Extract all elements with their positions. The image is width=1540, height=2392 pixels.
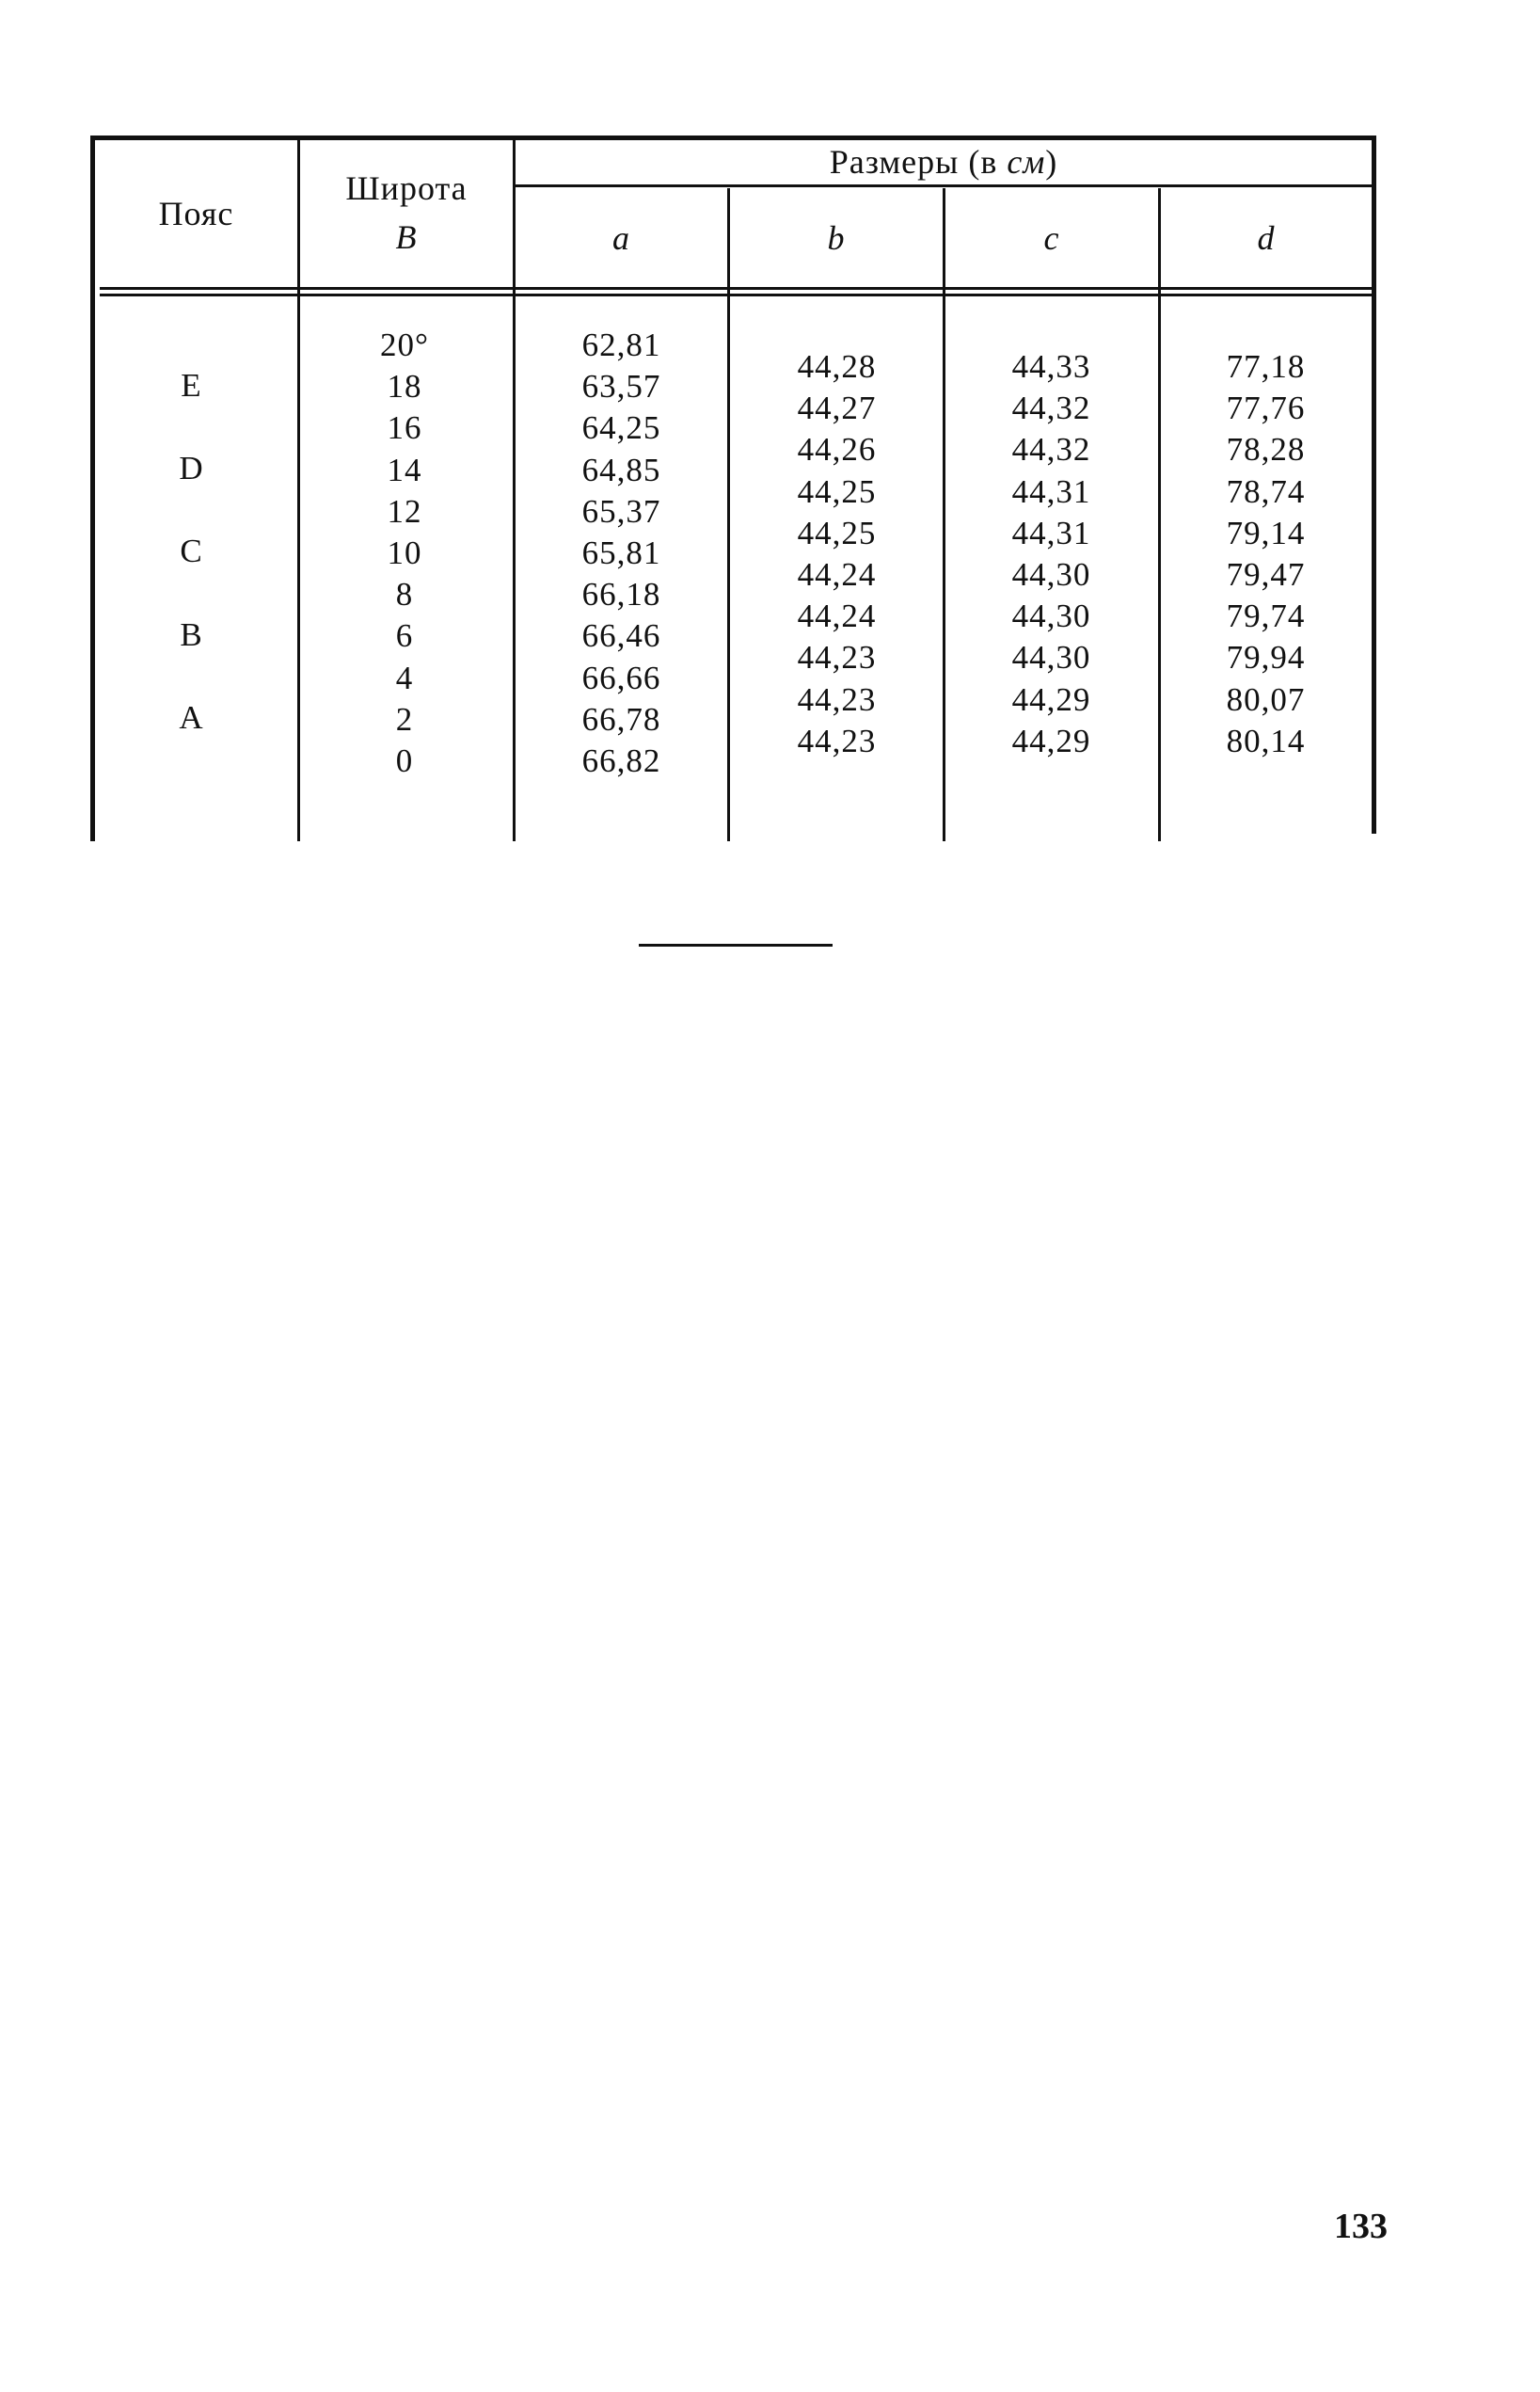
zone-label: C	[180, 533, 202, 569]
value-d-cell: 80,14	[1226, 722, 1306, 759]
header-double-rule-bottom	[100, 294, 1372, 296]
value-c-cell: 44,30	[1011, 598, 1091, 635]
header-col-a: a	[612, 219, 630, 257]
value-c-cell: 44,30	[1011, 555, 1091, 593]
latitude-cell: 10	[387, 534, 422, 571]
value-b-cell: 44,23	[797, 680, 877, 718]
header-col-c: c	[1043, 219, 1060, 257]
value-b-cell: 44,24	[797, 555, 877, 593]
value-d-cell: 79,94	[1226, 639, 1306, 677]
value-c-cell: 44,30	[1011, 639, 1091, 677]
table-top-border	[90, 136, 1376, 140]
latitude-cell: 4	[395, 659, 414, 696]
value-c-cell: 44,29	[1011, 722, 1091, 759]
value-b-cell: 44,23	[797, 639, 877, 677]
value-d-cell: 77,18	[1226, 348, 1306, 385]
value-a-cell: 64,25	[581, 409, 661, 447]
value-c-cell: 44,31	[1011, 514, 1091, 551]
value-a-cell: 66,46	[581, 617, 661, 655]
column-d	[1198, 346, 1334, 762]
latitude-cell: 20°	[380, 327, 429, 363]
header-sizes-unit: см	[1007, 143, 1046, 181]
latitude-cell: 12	[387, 492, 422, 530]
value-c-cell: 44,29	[1011, 680, 1091, 718]
table-right-border	[1372, 136, 1376, 834]
zone-label: B	[180, 616, 202, 653]
page-number: 133	[1334, 2207, 1388, 2246]
latitude-cell: 8	[395, 576, 414, 614]
latitude-column	[357, 325, 452, 782]
value-b-cell: 44,26	[797, 431, 877, 469]
value-d-cell: 80,07	[1226, 680, 1306, 718]
latitude-cell: 2	[395, 700, 414, 738]
header-sizes	[516, 143, 1372, 181]
latitude-cell: 0	[395, 742, 414, 779]
column-a	[553, 325, 690, 782]
column-b	[769, 346, 905, 762]
value-a-cell: 66,18	[581, 576, 661, 614]
value-d-cell: 78,28	[1226, 431, 1306, 469]
value-a-cell: 65,81	[581, 534, 661, 571]
value-d-cell: 79,74	[1226, 598, 1306, 635]
zone-label: D	[179, 450, 203, 486]
value-d-cell: 79,14	[1226, 514, 1306, 551]
value-c-cell: 44,32	[1011, 431, 1091, 469]
value-c-cell: 44,31	[1011, 472, 1091, 510]
section-end-rule	[639, 944, 833, 947]
value-a-cell: 62,81	[581, 327, 661, 363]
value-a-cell: 66,78	[581, 700, 661, 738]
header-zone: Пояс	[158, 195, 234, 232]
table-left-border	[90, 136, 95, 841]
value-a-cell: 64,85	[581, 451, 661, 488]
column-c	[983, 346, 1119, 762]
value-c-cell: 44,33	[1011, 348, 1091, 385]
value-a-cell: 66,66	[581, 659, 661, 696]
value-d-cell: 78,74	[1226, 472, 1306, 510]
value-d-cell: 79,47	[1226, 555, 1306, 593]
latitude-cell: 14	[387, 451, 422, 488]
value-b-cell: 44,25	[797, 514, 877, 551]
latitude-cell: 16	[387, 409, 422, 447]
value-a-cell: 63,57	[581, 368, 661, 406]
value-b-cell: 44,24	[797, 598, 877, 635]
value-b-cell: 44,27	[797, 390, 877, 427]
value-a-cell: 65,37	[581, 492, 661, 530]
header-sizes-suffix: )	[1045, 143, 1058, 181]
value-b-cell: 44,28	[797, 348, 877, 385]
latitude-cell: 18	[387, 368, 422, 406]
header-col-b: b	[827, 219, 846, 257]
value-b-cell: 44,25	[797, 472, 877, 510]
zone-label: A	[179, 699, 203, 736]
header-sizes-prefix: Размеры (в	[829, 143, 1008, 181]
latitude-cell: 6	[395, 617, 414, 655]
value-d-cell: 77,76	[1226, 390, 1306, 427]
header-latitude-symbol: B	[395, 218, 418, 256]
header-double-rule-top	[100, 287, 1372, 290]
header-col-d: d	[1257, 219, 1276, 257]
value-b-cell: 44,23	[797, 722, 877, 759]
value-c-cell: 44,32	[1011, 390, 1091, 427]
sizes-header-rule	[516, 184, 1373, 187]
value-a-cell: 66,82	[581, 742, 661, 779]
header-latitude: Широта	[345, 169, 468, 207]
zone-label: E	[181, 367, 201, 404]
